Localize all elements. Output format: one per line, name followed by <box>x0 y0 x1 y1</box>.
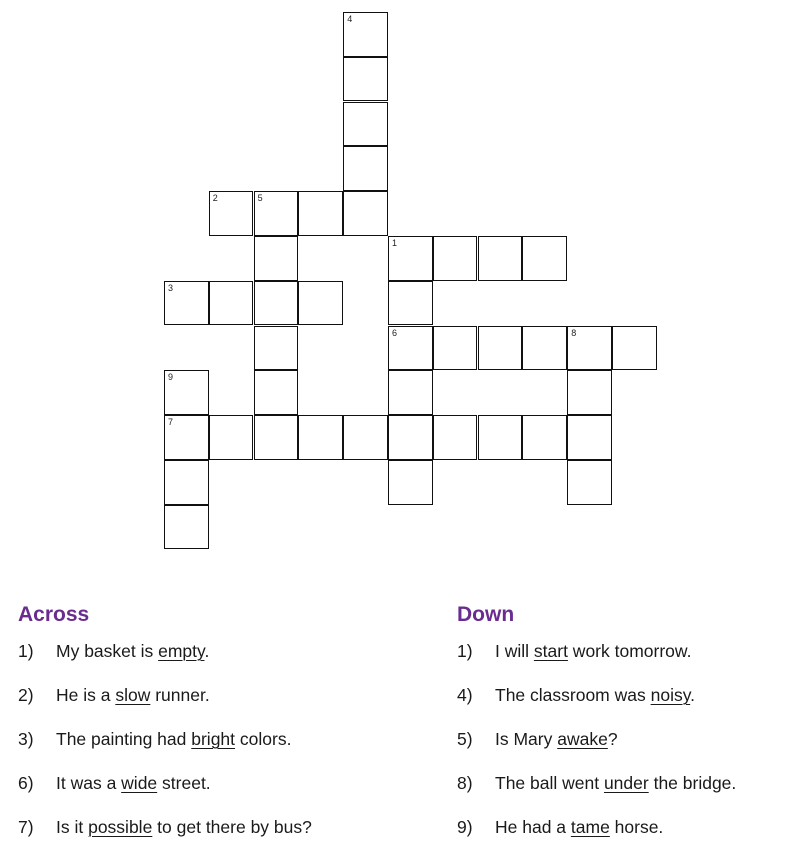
clue-number: 1) <box>18 641 34 661</box>
crossword-cell[interactable] <box>209 191 254 236</box>
clue-number: 2 <box>212 193 218 204</box>
clue-text: work tomorrow. <box>567 641 692 661</box>
clue-text: Is Mary <box>495 729 558 749</box>
crossword-cell[interactable] <box>612 326 657 371</box>
crossword-cell[interactable] <box>567 460 612 505</box>
crossword-cell[interactable] <box>164 505 209 550</box>
clue-number: 5 <box>257 193 263 204</box>
crossword-cell[interactable] <box>343 191 388 236</box>
clue-keyword: start <box>533 641 568 661</box>
crossword-cell[interactable] <box>254 326 299 371</box>
crossword-cell[interactable] <box>254 236 299 281</box>
clue-number: 3 <box>168 282 174 293</box>
across-clue-list <box>18 640 312 860</box>
crossword-cell[interactable] <box>478 236 523 281</box>
clue-keyword: wide <box>121 773 158 793</box>
crossword-cell[interactable] <box>388 370 433 415</box>
clue-text: The painting had <box>56 729 192 749</box>
across-clue <box>18 816 312 860</box>
crossword-cell[interactable] <box>254 191 299 236</box>
clue-number: 3) <box>18 729 34 749</box>
crossword-cell[interactable] <box>433 326 478 371</box>
down-heading: Down <box>457 603 515 626</box>
crossword-cell[interactable] <box>478 415 523 460</box>
crossword-cell[interactable] <box>298 415 343 460</box>
crossword-cell[interactable] <box>254 281 299 326</box>
clue-number: 4 <box>347 14 353 24</box>
clue-keyword: tame <box>570 817 610 837</box>
crossword-cell[interactable] <box>164 415 209 460</box>
clue-keyword: empty <box>158 641 205 661</box>
down-clue <box>457 728 736 772</box>
clue-keyword: noisy <box>650 685 691 705</box>
across-clues <box>18 600 312 860</box>
clue-text: to get there by bus? <box>152 817 312 837</box>
clue-number: 4) <box>457 685 473 705</box>
crossword-cell[interactable] <box>522 415 567 460</box>
clue-keyword: awake <box>557 729 608 749</box>
clue-text: He is a <box>56 685 116 705</box>
crossword-cell[interactable] <box>343 12 388 57</box>
crossword-cell[interactable] <box>343 146 388 191</box>
crossword-cell[interactable] <box>209 281 254 326</box>
down-clue <box>457 640 736 684</box>
clue-number: 9 <box>168 372 174 383</box>
clue-keyword: bright <box>191 729 236 749</box>
clue-keyword: under <box>603 773 649 793</box>
crossword-cell[interactable] <box>254 415 299 460</box>
across-clue <box>18 772 312 816</box>
clue-number: 9) <box>457 817 473 837</box>
clue-number: 8) <box>457 773 473 793</box>
clue-number: 5) <box>457 729 473 749</box>
clue-text: runner. <box>150 685 210 705</box>
crossword-cell[interactable] <box>164 460 209 505</box>
crossword-cell[interactable] <box>522 236 567 281</box>
clue-text: He had a <box>495 817 571 837</box>
clue-text: . <box>204 641 210 661</box>
clue-text: Is it <box>56 817 89 837</box>
clue-number: 2) <box>18 685 34 705</box>
clue-text: horse. <box>609 817 664 837</box>
crossword-cell[interactable] <box>388 415 433 460</box>
crossword-cell[interactable] <box>388 326 433 371</box>
clue-text: . <box>690 685 696 705</box>
clue-text: colors. <box>235 729 292 749</box>
crossword-cell[interactable] <box>567 415 612 460</box>
crossword-cell[interactable] <box>567 326 612 371</box>
crossword-cell[interactable] <box>433 415 478 460</box>
crossword-cell[interactable] <box>164 370 209 415</box>
down-clue-list <box>457 640 736 860</box>
crossword-cell[interactable] <box>298 281 343 326</box>
clue-number: 8 <box>571 327 577 338</box>
crossword-cell[interactable] <box>388 281 433 326</box>
clue-number: 6) <box>18 773 34 793</box>
clue-number: 7 <box>168 417 174 428</box>
across-clue <box>18 640 312 684</box>
down-clue <box>457 772 736 816</box>
crossword-cell[interactable] <box>388 236 433 281</box>
clue-keyword: possible <box>88 817 153 837</box>
crossword-cell[interactable] <box>164 281 209 326</box>
clue-text: It was a <box>56 773 122 793</box>
clue-text: The ball went <box>495 773 604 793</box>
crossword-cell[interactable] <box>478 326 523 371</box>
across-clue <box>18 684 312 728</box>
across-clue <box>18 728 312 772</box>
clue-text: My basket is <box>56 641 159 661</box>
crossword-cell[interactable] <box>433 236 478 281</box>
crossword-cell[interactable] <box>298 191 343 236</box>
crossword-cell[interactable] <box>343 415 388 460</box>
clue-number: 7) <box>18 817 34 837</box>
down-clue <box>457 684 736 728</box>
clue-text: ? <box>607 729 618 749</box>
down-clue <box>457 816 736 860</box>
down-clues <box>457 600 736 860</box>
clue-number: 1) <box>457 641 473 661</box>
clue-number: 6 <box>392 327 398 338</box>
clue-text: the bridge. <box>648 773 737 793</box>
clue-number: 1 <box>392 238 398 248</box>
clue-text: I will <box>495 641 534 661</box>
clue-text: The classroom was <box>495 685 651 705</box>
crossword-cell[interactable] <box>343 57 388 102</box>
across-heading: Across <box>18 603 90 626</box>
crossword-cell[interactable] <box>567 370 612 415</box>
clue-text: street. <box>157 773 211 793</box>
crossword-cell[interactable] <box>522 326 567 371</box>
crossword-cell[interactable] <box>343 102 388 147</box>
crossword-cell[interactable] <box>254 370 299 415</box>
crossword-cell[interactable] <box>209 415 254 460</box>
clue-keyword: slow <box>115 685 151 705</box>
crossword-cell[interactable] <box>388 460 433 505</box>
